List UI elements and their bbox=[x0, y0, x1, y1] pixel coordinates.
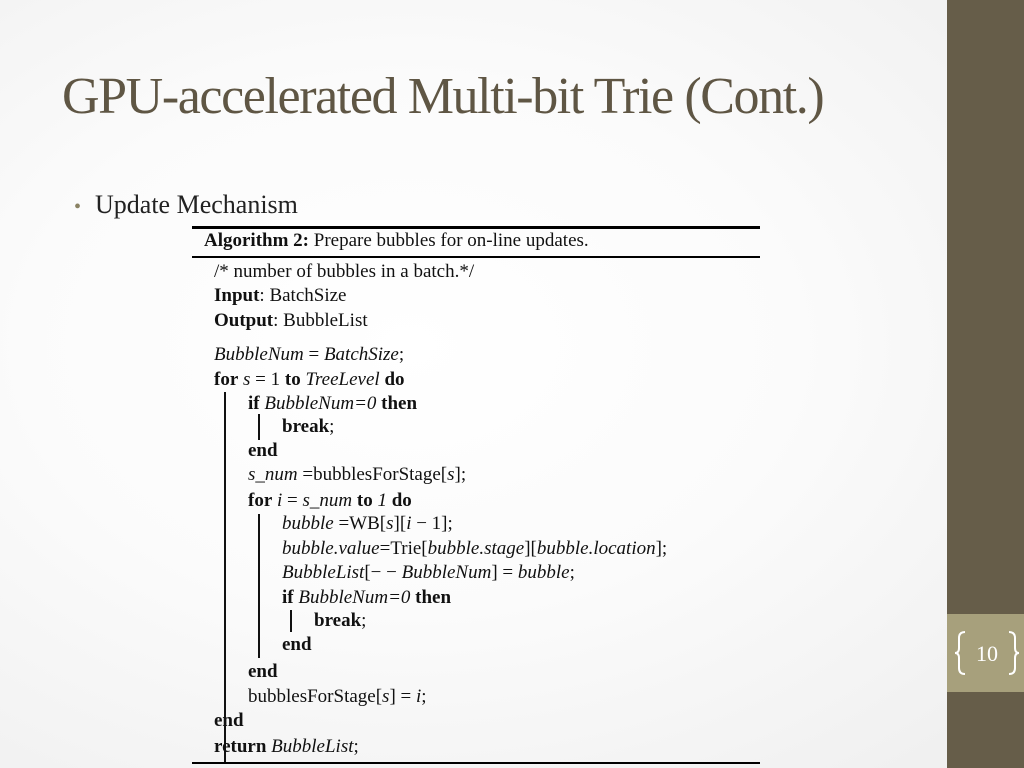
algo-line-5: for s = 1 to TreeLevel do bbox=[214, 369, 405, 390]
algo-line-6: if BubbleNum=0 then bbox=[248, 393, 418, 414]
algorithm-caption: Prepare bubbles for on-line updates. bbox=[313, 230, 589, 251]
bullet-text: Update Mechanism bbox=[95, 190, 298, 219]
algo-line-10: for i = s_num to 1 do bbox=[248, 490, 412, 511]
algo-line-11: bubble =WB[s][i − 1]; bbox=[282, 513, 453, 534]
algo-line-20: return BubbleList; bbox=[214, 736, 359, 757]
algorithm-top-rule bbox=[192, 226, 760, 229]
inner-for-block-bar bbox=[258, 514, 260, 658]
bullet-item bbox=[74, 190, 298, 222]
page-number: 10 bbox=[976, 641, 998, 666]
algo-line-8: end bbox=[248, 440, 278, 461]
for-block-bar bbox=[224, 392, 226, 762]
algo-input: Input: BatchSize bbox=[214, 285, 347, 306]
algo-line-15: break; bbox=[314, 610, 367, 631]
algo-line-16: end bbox=[282, 634, 312, 655]
if-block-bar bbox=[258, 414, 260, 440]
bullet-dot-icon: • bbox=[74, 196, 82, 218]
algo-line-4: BubbleNum = BatchSize; bbox=[214, 344, 405, 365]
algo-line-18: bubblesForStage[s] = i; bbox=[248, 686, 427, 707]
algorithm-box bbox=[192, 226, 760, 766]
algorithm-header-rule bbox=[192, 256, 760, 258]
algo-line-14: if BubbleNum=0 then bbox=[282, 587, 452, 608]
algorithm-label: Algorithm 2: bbox=[204, 230, 310, 251]
algo-line-12: bubble.value=Trie[bubble.stage][bubble.location]; bbox=[282, 538, 668, 559]
slide-title: GPU-accelerated Multi-bit Trie (Cont.) bbox=[62, 68, 824, 125]
algo-line-7: break; bbox=[282, 416, 335, 437]
algo-line-9: s_num =bubblesForStage[s]; bbox=[248, 464, 467, 485]
algo-output: Output: BubbleList bbox=[214, 310, 368, 331]
algo-line-13: BubbleList[− − BubbleNum] = bubble; bbox=[282, 562, 575, 583]
algo-line-19: end bbox=[214, 710, 244, 731]
inner-if-block-bar bbox=[290, 610, 292, 632]
algorithm-bottom-rule bbox=[192, 762, 760, 764]
algo-comment: /* number of bubbles in a batch.*/ bbox=[214, 261, 475, 282]
algo-line-17: end bbox=[248, 661, 278, 682]
algorithm-header bbox=[204, 230, 589, 252]
